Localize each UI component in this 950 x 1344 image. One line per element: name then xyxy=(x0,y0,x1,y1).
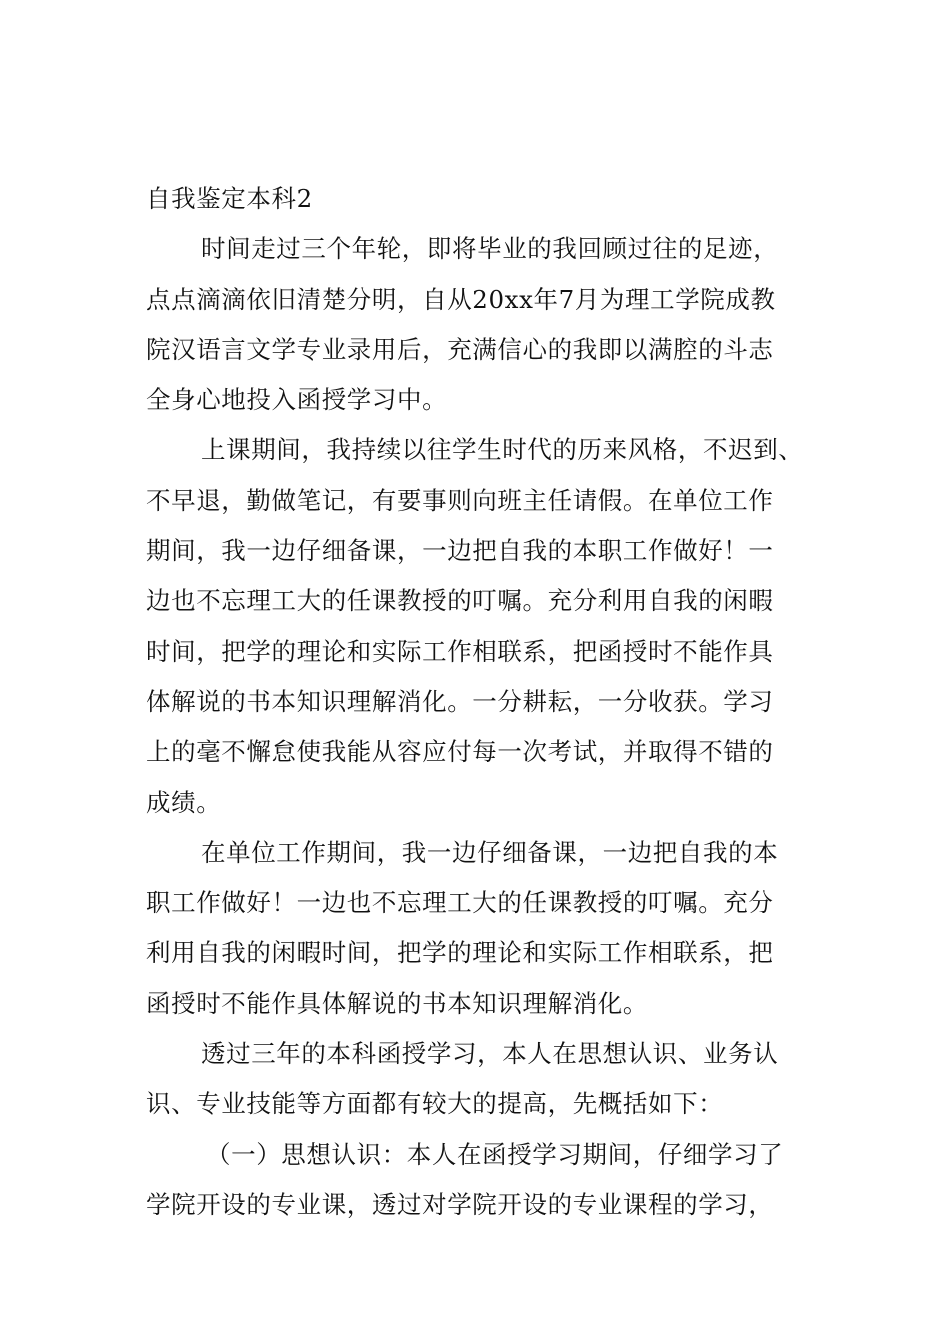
paragraph-line: 时间走过三个年轮，即将毕业的我回顾过往的足迹， xyxy=(201,234,779,264)
document-title: 自我鉴定本科2 xyxy=(146,184,313,213)
paragraph-line: 上的毫不懈怠使我能从容应付每一次考试，并取得不错的 xyxy=(146,737,774,767)
paragraph-5 xyxy=(146,1130,814,1231)
paragraph-line: 时间，把学的理论和实际工作相联系，把函授时不能作具 xyxy=(146,636,774,666)
paragraph-line: 透过三年的本科函授学习，本人在思想认识、业务认 xyxy=(201,1039,779,1069)
paragraph-line: 职工作做好！一边也不忘理工大的任课教授的叮嘱。充分 xyxy=(146,888,774,918)
document-body xyxy=(146,174,814,1230)
paragraph-line: 院汉语言文学专业录用后，充满信心的我即以满腔的斗志 xyxy=(146,334,774,364)
paragraph-line: 上课期间，我持续以往学生时代的历来风格，不迟到、 xyxy=(201,435,804,465)
paragraph-line: 利用自我的闲暇时间，把学的理论和实际工作相联系，把 xyxy=(146,938,774,968)
paragraph-4 xyxy=(146,1029,814,1130)
paragraph-line: 学院开设的专业课，透过对学院开设的专业课程的学习， xyxy=(146,1189,774,1219)
paragraph-line: 不早退，勤做笔记，有要事则向班主任请假。在单位工作 xyxy=(146,485,774,515)
paragraph-line: 点点滴滴依旧清楚分明，自从20xx年7月为理工学院成教 xyxy=(146,284,776,314)
paragraph-line: 识、专业技能等方面都有较大的提高，先概括如下： xyxy=(146,1089,724,1119)
paragraph-line: 全身心地投入函授学习中。 xyxy=(146,385,448,415)
paragraph-1 xyxy=(146,224,814,425)
paragraph-line: 期间，我一边仔细备课，一边把自我的本职工作做好！一 xyxy=(146,536,774,566)
paragraph-line: 成绩。 xyxy=(146,787,222,817)
paragraph-line: 边也不忘理工大的任课教授的叮嘱。充分利用自我的闲暇 xyxy=(146,586,774,616)
paragraph-3 xyxy=(146,828,814,1029)
paragraph-2 xyxy=(146,425,814,827)
paragraph-line: 在单位工作期间，我一边仔细备课，一边把自我的本 xyxy=(201,837,779,867)
paragraph-line: （一）思想认识：本人在函授学习期间，仔细学习了 xyxy=(206,1139,784,1169)
paragraph-line: 函授时不能作具体解说的书本知识理解消化。 xyxy=(146,988,648,1018)
paragraph-line: 体解说的书本知识理解消化。一分耕耘，一分收获。学习 xyxy=(146,686,774,716)
